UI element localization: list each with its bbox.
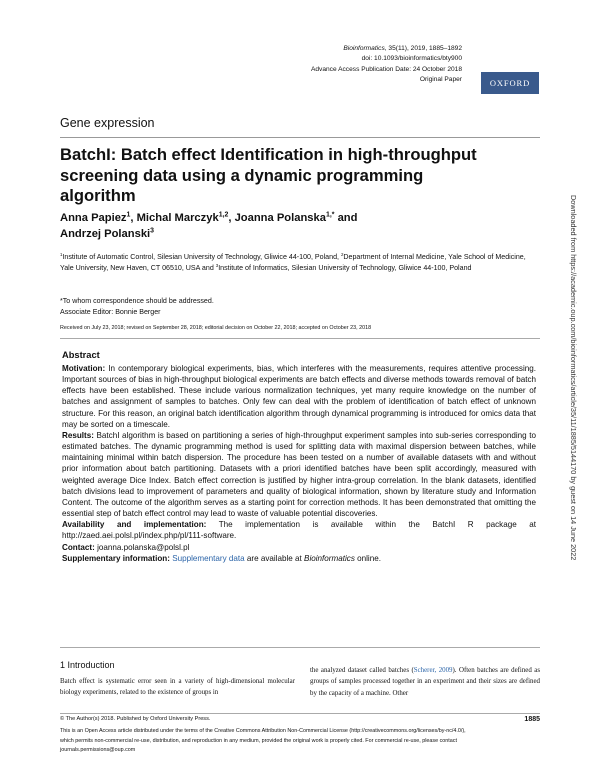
abstract-supplementary	[62, 553, 536, 564]
footer-divider	[60, 713, 540, 714]
author-affiliation-mark: 3	[150, 227, 155, 235]
associate-editor: Associate Editor: Bonnie Berger	[60, 307, 161, 316]
abstract-divider-bottom	[60, 647, 540, 648]
author-list	[60, 210, 530, 242]
intro-right-column	[310, 665, 540, 699]
supplementary-data-link[interactable]: Supplementary data	[172, 553, 245, 563]
intro-right-text-continued: ). Often batches are defined as groups of samples processed together in an experiment and their sizes are defined by the capacity of a machine. Other	[310, 667, 540, 697]
submission-dates: Received on July 23, 2018; revised on September 28, 2018; editorial decision on October 22, 2018; accepted on October 23, 2018	[60, 325, 372, 331]
journal-meta	[311, 44, 462, 86]
affiliation-3: Institute of Informatics, Silesian University of Technology, Gliwice 44-100, Poland	[218, 264, 472, 272]
affiliation-mark: 3	[215, 263, 219, 269]
affiliation-mark: 2	[340, 252, 344, 258]
supplementary-end: online.	[354, 553, 381, 563]
author-affiliation-mark: 1,*	[325, 211, 335, 219]
abstract-body	[62, 363, 536, 564]
section-label: Gene expression	[60, 116, 155, 130]
author-name[interactable]: Michal Marczyk	[136, 212, 219, 224]
author-affiliation-mark: 1	[126, 211, 131, 219]
journal-name: Bioinformatics	[343, 45, 385, 52]
affiliation-1: Institute of Automatic Control, Silesian University of Technology, Gliwice 44-100, Poland,	[62, 253, 341, 261]
contact-email[interactable]: joanna.polanska@polsl.pl	[94, 542, 190, 552]
page-number: 1885	[524, 716, 540, 723]
affiliations	[60, 252, 540, 274]
license-text	[60, 727, 540, 756]
journal-citation: , 35(11), 2019, 1885–1892	[384, 45, 462, 52]
correspondence-block	[60, 296, 214, 317]
abstract-results	[62, 430, 536, 519]
title-divider	[60, 137, 540, 138]
license-line: which permits non-commercial re-use, distribution, and reproduction in any medium, provided the original work is properly cited. For commercial re-use, please contact	[60, 737, 457, 744]
citation-link[interactable]: Scherer, 2009	[413, 667, 453, 674]
oxford-logo: OXFORD	[481, 72, 539, 94]
license-line: This is an Open Access article distributed under the terms of the Creative Commons Attribution Non-Commercial License (http://creativecommons.org/licenses/by-nc/4.0/),	[60, 728, 466, 734]
abstract-heading: Abstract	[62, 350, 100, 360]
doi[interactable]: doi: 10.1093/bioinformatics/bty900	[361, 55, 462, 63]
author-separator: and	[334, 212, 358, 224]
author-name[interactable]: Anna Papiez	[60, 212, 127, 224]
paper-type: Original Paper	[419, 76, 462, 84]
affiliation-2: Department of Internal Medicine, Yale School of Medicine, Yale University, New Haven, CT 06510, USA and	[60, 253, 526, 272]
intro-right-text: the analyzed dataset called batches (	[310, 667, 414, 674]
author-name[interactable]: Joanna Polanska	[234, 212, 326, 224]
author-name[interactable]: Andrzej Polanski	[60, 228, 151, 240]
availability-label: Availability and implementation:	[62, 520, 207, 530]
motivation-text: In contemporary biological experiments, bias, which interferes with the measurements, requires attentive processing. Important sources of bias in high-throughput biological experiments are batch effects and diverse methods towards removal of batch effects have been established. These include various normalization techniques, yet many require knowledge on the number of batches and assignment of samples to batches. Only few can deal with the problem of identification of batch effect of unknown structure. For this reason, an original batch identification algorithm through dynamical programming is introduced for omics data that may be sorted on a timescale.	[62, 364, 536, 429]
permissions-email[interactable]: journals.permissions@oup.com	[60, 747, 136, 754]
supplementary-label: Supplementary information:	[62, 553, 170, 563]
abstract-availability	[62, 519, 536, 541]
motivation-label: Motivation:	[62, 364, 106, 373]
availability-text[interactable]: The implementation is available within the BatchI R package at http://zaed.aei.polsl.pl/index.php/pl/111-software.	[62, 520, 536, 541]
author-separator: ,	[228, 212, 235, 224]
abstract-motivation	[62, 363, 536, 430]
author-affiliation-mark: 1,2	[218, 211, 229, 219]
article-title: BatchI: Batch effect Identification in high-throughput screening data using a dynamic programming algorithm	[60, 145, 477, 205]
download-watermark: Downloaded from https://academic.oup.com/bioinformatics/article/35/11/1885/5144170 by guest on 14 June 2022	[569, 195, 578, 561]
correspondence-note: *To whom correspondence should be addressed.	[60, 297, 214, 305]
intro-left-column: Batch effect is systematic error seen in a variety of high-dimensional molecular biology experiments, related to the existence of groups in	[60, 678, 295, 697]
copyright: © The Author(s) 2018. Published by Oxford University Press.	[60, 716, 211, 722]
supplementary-text: are available at	[244, 553, 305, 563]
contact-label: Contact:	[62, 542, 95, 552]
abstract-divider-top	[60, 338, 540, 339]
author-separator: ,	[130, 212, 137, 224]
abstract-contact	[62, 542, 536, 553]
affiliation-mark: 1	[60, 252, 63, 258]
supplementary-journal: Bioinformatics	[304, 553, 355, 563]
results-label: Results:	[62, 430, 94, 440]
access-date: Advance Access Publication Date: 24 October 2018	[310, 65, 462, 73]
results-text: BatchI algorithm is based on partitioning a series of high-throughput experiment samples into sub-series corresponding to estimated batches. The dynamic programming method is used for splitting data with maximal dispersion between batches, while maintaining minimal within batch dispersion. The procedure has been tested on a number of available datasets with and without prior information about batch partitioning. Datasets with a priori identified batches have been split accordingly, measured with weighted average Dice Index. Batch effect correction is justified by higher intra-group correlation. In the blank datasets, identified batch divisions lead to improvement of parameters and quality of biological information, shown by literature study and Information Content. The outcome of the algorithm serves as a starting point for correction methods. It has been demonstrated that omitting the essential step of batch effect control may lead to waste of valuable potential discoveries.	[62, 430, 536, 519]
intro-heading: 1 Introduction	[60, 660, 115, 670]
